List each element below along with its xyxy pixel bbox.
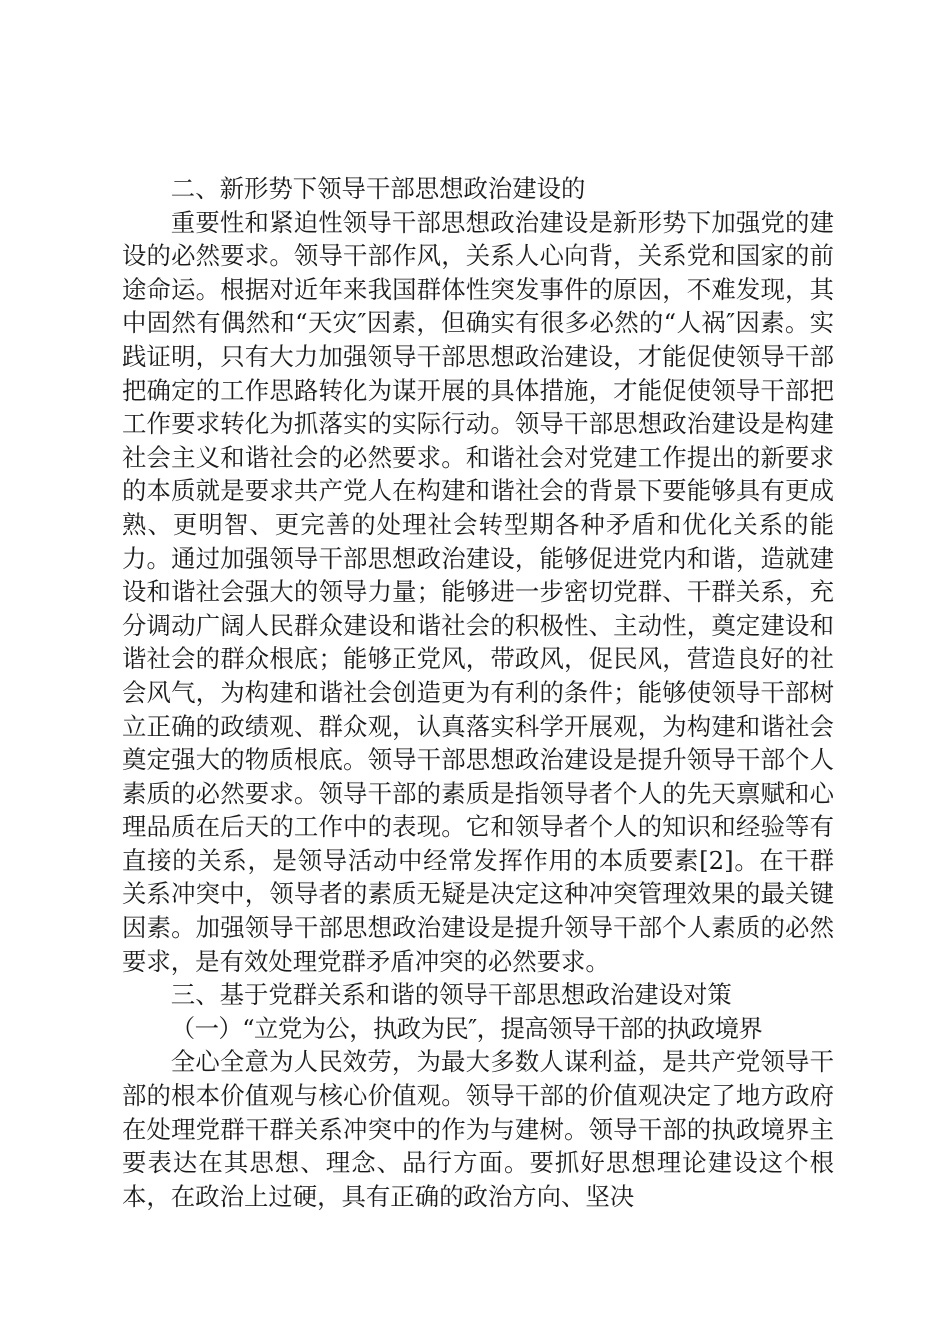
section-heading-2: 二、新形势下领导干部思想政治建设的 [170, 174, 586, 203]
document-body [122, 172, 834, 1213]
body-paragraph-2: 全心全意为人民效劳，为最大多数人谋利益，是共产党领导干部的根本价值观与核心价值观。领导干部的价值观决定了地方政府在处理党群干群关系冲突中的作为与建树。领导干部的执政境界主要表达在其思想、理念、品行方面。要抓好思想理论建设这个根本，在政治上过硬，具有正确的政治方向、坚决 [122, 1047, 834, 1211]
section-heading-3: 三、基于党群关系和谐的领导干部思想政治建设对策 [170, 980, 732, 1010]
subsection-heading-1: （一）“立党为公，执政为民″，提高领导干部的执政境界 [170, 1013, 763, 1043]
body-paragraph-1: 重要性和紧迫性领导干部思想政治建设是新形势下加强党的建设的必然要求。领导干部作风，关系人心向背，关系党和国家的前途命运。根据对近年来我国群体性突发事件的原因，不难发现，其中固然有偶然和“天灾″因素，但确实有很多必然的“人祸″因素。实践证明，只有大力加强领导干部思想政治建设，才能促使领导干部把确定的工作思路转化为谋开展的具体措施，才能促使领导干部把工作要求转化为抓落实的实际行动。领导干部思想政治建设是构建社会主义和谐社会的必然要求。和谐社会对党建工作提出的新要求的本质就是要求共产党人在构建和谐社会的背景下要能够具有更成熟、更明智、更完善的处理社会转型期各种矛盾和优化关系的能力。通过加强领导干部思想政治建设，能够促进党内和谐，造就建设和谐社会强大的领导力量；能够进一步密切党群、干群关系，充分调动广阔人民群众建设和谐社会的积极性、主动性，奠定建设和谐社会的群众根底；能够正党风，带政风，促民风，营造良好的社会风气，为构建和谐社会创造更为有利的条件；能够使领导干部树立正确的政绩观、群众观，认真落实科学开展观，为构建和谐社会奠定强大的物质根底。领导干部思想政治建设是提升领导干部个人素质的必然要求。领导干部的素质是指领导者个人的先天禀赋和心理品质在后天的工作中的表现。它和领导者个人的知识和经验等有直接的关系，是领导活动中经常发挥作用的本质要素[2]。在干群关系冲突中，领导者的素质无疑是决定这种冲突管理效果的最关键因素。加强领导干部思想政治建设是提升领导干部个人素质的必然要求，是有效处理党群矛盾冲突的必然要求。 [122, 207, 834, 976]
